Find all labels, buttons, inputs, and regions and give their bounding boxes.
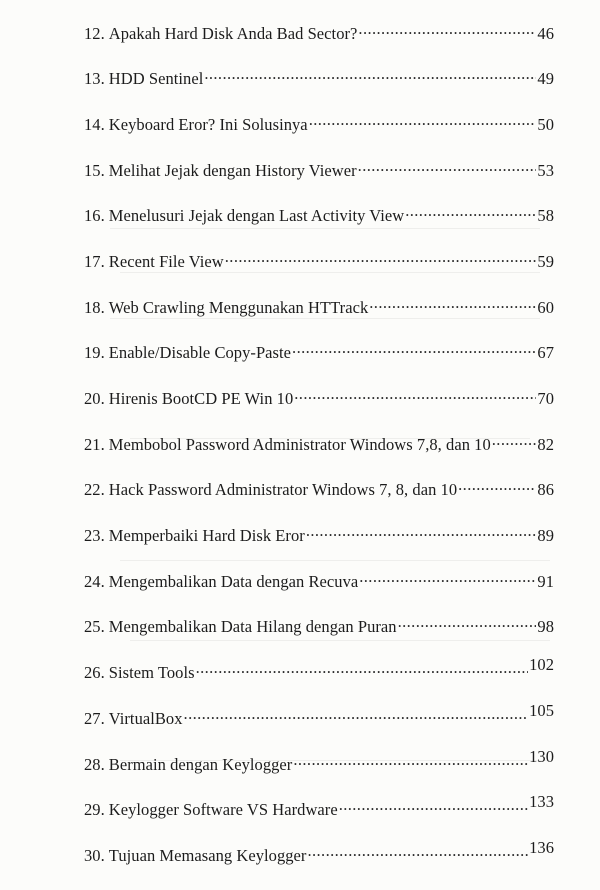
entry-title: Keylogger Software VS Hardware [108, 800, 338, 820]
toc-entry [84, 250, 554, 296]
dot-leader [292, 342, 536, 359]
entry-title: VirtualBox [108, 708, 183, 728]
entry-page-number: 67 [537, 343, 554, 363]
dot-leader [184, 707, 529, 724]
dot-leader [405, 205, 536, 222]
entry-number: 18. [84, 297, 105, 317]
entry-number: 19. [84, 343, 105, 363]
dot-leader [398, 616, 537, 633]
toc-entry [84, 479, 554, 525]
dot-leader [309, 113, 537, 130]
entry-page-number: 59 [537, 251, 554, 271]
entry-title: Mengembalikan Data dengan Recuva [108, 571, 359, 591]
entry-title: Enable/Disable Copy-Paste [108, 343, 292, 363]
entry-number: 26. [84, 663, 105, 683]
entry-page-number: 58 [537, 206, 554, 226]
toc-entry [84, 342, 554, 388]
dot-leader [293, 753, 528, 770]
toc-entry [84, 837, 554, 890]
entry-page-number: 49 [537, 69, 554, 89]
entry-page-number: 60 [537, 297, 554, 317]
entry-page-number: 46 [537, 23, 554, 43]
dot-leader [492, 433, 537, 450]
entry-number: 22. [84, 480, 105, 500]
entry-title: Memperbaiki Hard Disk Eror [108, 526, 305, 546]
entry-number: 20. [84, 389, 105, 408]
dot-leader [369, 296, 536, 313]
entry-title: Bermain dengan Keylogger [108, 754, 293, 774]
dot-leader [307, 844, 528, 861]
dot-leader [359, 570, 536, 587]
entry-page-number: 70 [537, 389, 554, 408]
entry-number: 13. [84, 69, 105, 89]
entry-page-number: 102 [529, 655, 554, 675]
entry-number: 30. [84, 845, 105, 865]
entry-number: 15. [84, 160, 105, 180]
entry-page-number: 53 [537, 160, 554, 180]
entry-page-number: 98 [537, 617, 554, 637]
entry-page-number: 89 [537, 526, 554, 546]
entry-title: Keyboard Eror? Ini Solusinya [108, 114, 308, 134]
entry-title: Tujuan Memasang Keylogger [108, 845, 307, 865]
entry-number: 23. [84, 526, 105, 546]
entry-number: 25. [84, 617, 105, 637]
entry-number: 27. [84, 708, 105, 728]
entry-page-number: 136 [529, 837, 554, 857]
entry-number: 29. [84, 800, 105, 820]
table-of-contents [84, 22, 554, 890]
toc-entry [84, 570, 554, 616]
entry-number: 17. [84, 251, 105, 271]
dot-leader [458, 479, 536, 496]
dot-leader [306, 525, 537, 542]
toc-entry [84, 205, 554, 251]
entry-page-number: 86 [537, 480, 554, 500]
entry-page-number: 50 [537, 114, 554, 134]
entry-title: Hirenis BootCD PE Win 10 [108, 389, 294, 408]
dot-leader [196, 662, 529, 679]
entry-title: Sistem Tools [108, 663, 195, 683]
dot-leader [339, 799, 528, 816]
toc-entry [84, 746, 554, 799]
entry-title: HDD Sentinel [108, 69, 204, 89]
entry-title: Menelusuri Jejak dengan Last Activity View [108, 206, 405, 226]
entry-number: 21. [84, 434, 105, 454]
entry-title: Web Crawling Menggunakan HTTrack [108, 297, 369, 317]
entry-number: 16. [84, 206, 105, 226]
entry-title: Mengembalikan Data Hilang dengan Puran [108, 617, 397, 637]
toc-entry [84, 22, 554, 68]
entry-page-number: 82 [537, 434, 554, 454]
entry-page-number: 91 [537, 571, 554, 591]
toc-entry [84, 68, 554, 114]
dot-leader [358, 159, 537, 176]
toc-entry [84, 792, 554, 845]
entry-number: 12. [84, 23, 105, 43]
toc-entry [84, 433, 554, 479]
entry-title: Melihat Jejak dengan History Viewer [108, 160, 357, 180]
dot-leader [204, 68, 536, 85]
entry-title: Hack Password Administrator Windows 7, 8, dan 10 [108, 480, 458, 500]
entry-page-number: 105 [529, 700, 554, 720]
entry-title: Recent File View [108, 251, 224, 271]
toc-entry [84, 655, 554, 708]
entry-title: Apakah Hard Disk Anda Bad Sector? [108, 23, 358, 43]
toc-entry [84, 388, 554, 434]
entry-page-number: 133 [529, 792, 554, 812]
toc-entry [84, 296, 554, 342]
dot-leader [358, 22, 536, 39]
entry-page-number: 130 [529, 746, 554, 766]
dot-leader [294, 388, 536, 405]
entry-number: 28. [84, 754, 105, 774]
dot-leader [225, 250, 537, 267]
toc-entry [84, 616, 554, 662]
toc-entry [84, 113, 554, 159]
toc-entry [84, 159, 554, 205]
toc-entry [84, 700, 554, 753]
toc-entry [84, 525, 554, 571]
entry-number: 24. [84, 571, 105, 591]
entry-title: Membobol Password Administrator Windows 7,8, dan 10 [108, 434, 491, 454]
entry-number: 14. [84, 114, 105, 134]
